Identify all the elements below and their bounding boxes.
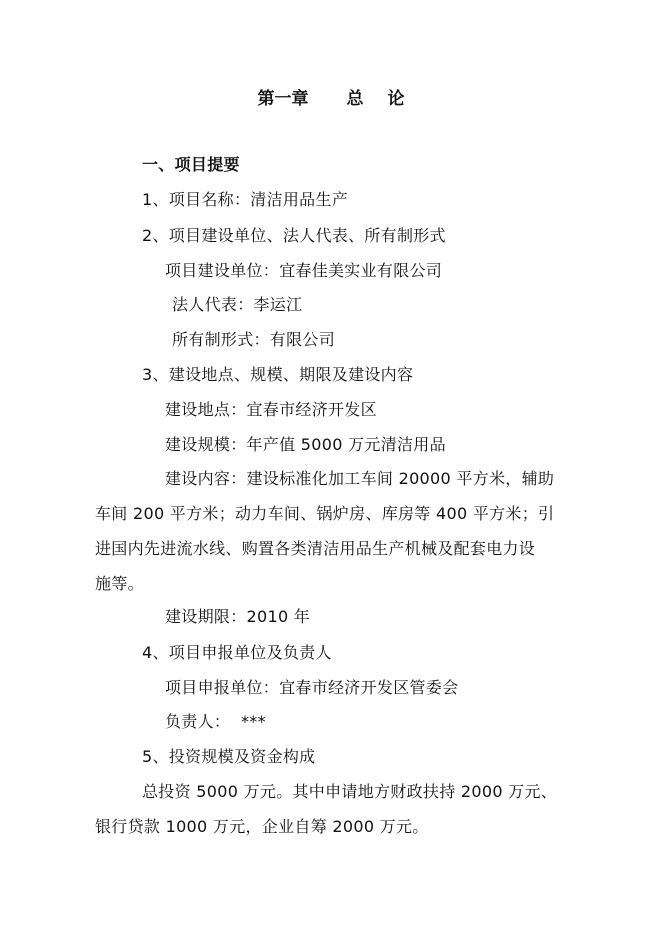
site-line: 建设地点：宜春市经济开发区 xyxy=(165,400,377,419)
scale-line: 建设规模：年产值 5000 万元清洁用品 xyxy=(165,435,446,454)
chapter-label: 第一章 xyxy=(257,89,309,109)
section-heading: 一、项目提要 xyxy=(142,155,240,174)
chapter-title-char-1: 总 xyxy=(346,89,364,109)
construction-unit-line: 项目建设单位：宜春佳美实业有限公司 xyxy=(165,261,443,280)
content-line-1: 建设内容：建设标准化加工车间 20000 平方米，辅助 xyxy=(165,469,555,488)
content-line-3: 进国内先进流水线、购置各类清洁用品生产机械及配套电力设 xyxy=(95,539,536,558)
ownership-line: 所有制形式：有限公司 xyxy=(172,330,336,349)
site-heading-line: 3、建设地点、规模、期限及建设内容 xyxy=(142,365,414,384)
chapter-title xyxy=(0,88,662,110)
legal-representative-line: 法人代表：李运江 xyxy=(172,295,303,314)
period-line: 建设期限：2010 年 xyxy=(165,607,311,626)
chapter-title-char-2: 论 xyxy=(387,89,405,109)
investment-line-1: 总投资 5000 万元。其中申请地方财政扶持 2000 万元、 xyxy=(142,782,558,801)
content-line-2: 车间 200 平方米；动力车间、锅炉房、库房等 400 平方米；引 xyxy=(95,504,555,523)
project-name-line: 1、项目名称：清洁用品生产 xyxy=(142,190,349,209)
responsible-person-line: 负责人： *** xyxy=(165,712,266,731)
applicant-line: 项目申报单位：宜春市经济开发区管委会 xyxy=(165,678,459,697)
applicant-heading-line: 4、项目申报单位及负责人 xyxy=(142,643,332,662)
investment-line-2: 银行贷款 1000 万元，企业自筹 2000 万元。 xyxy=(95,817,429,836)
unit-heading-line: 2、项目建设单位、法人代表、所有制形式 xyxy=(142,226,446,245)
investment-heading-line: 5、投资规模及资金构成 xyxy=(142,747,316,766)
content-line-4: 施等。 xyxy=(95,574,144,593)
